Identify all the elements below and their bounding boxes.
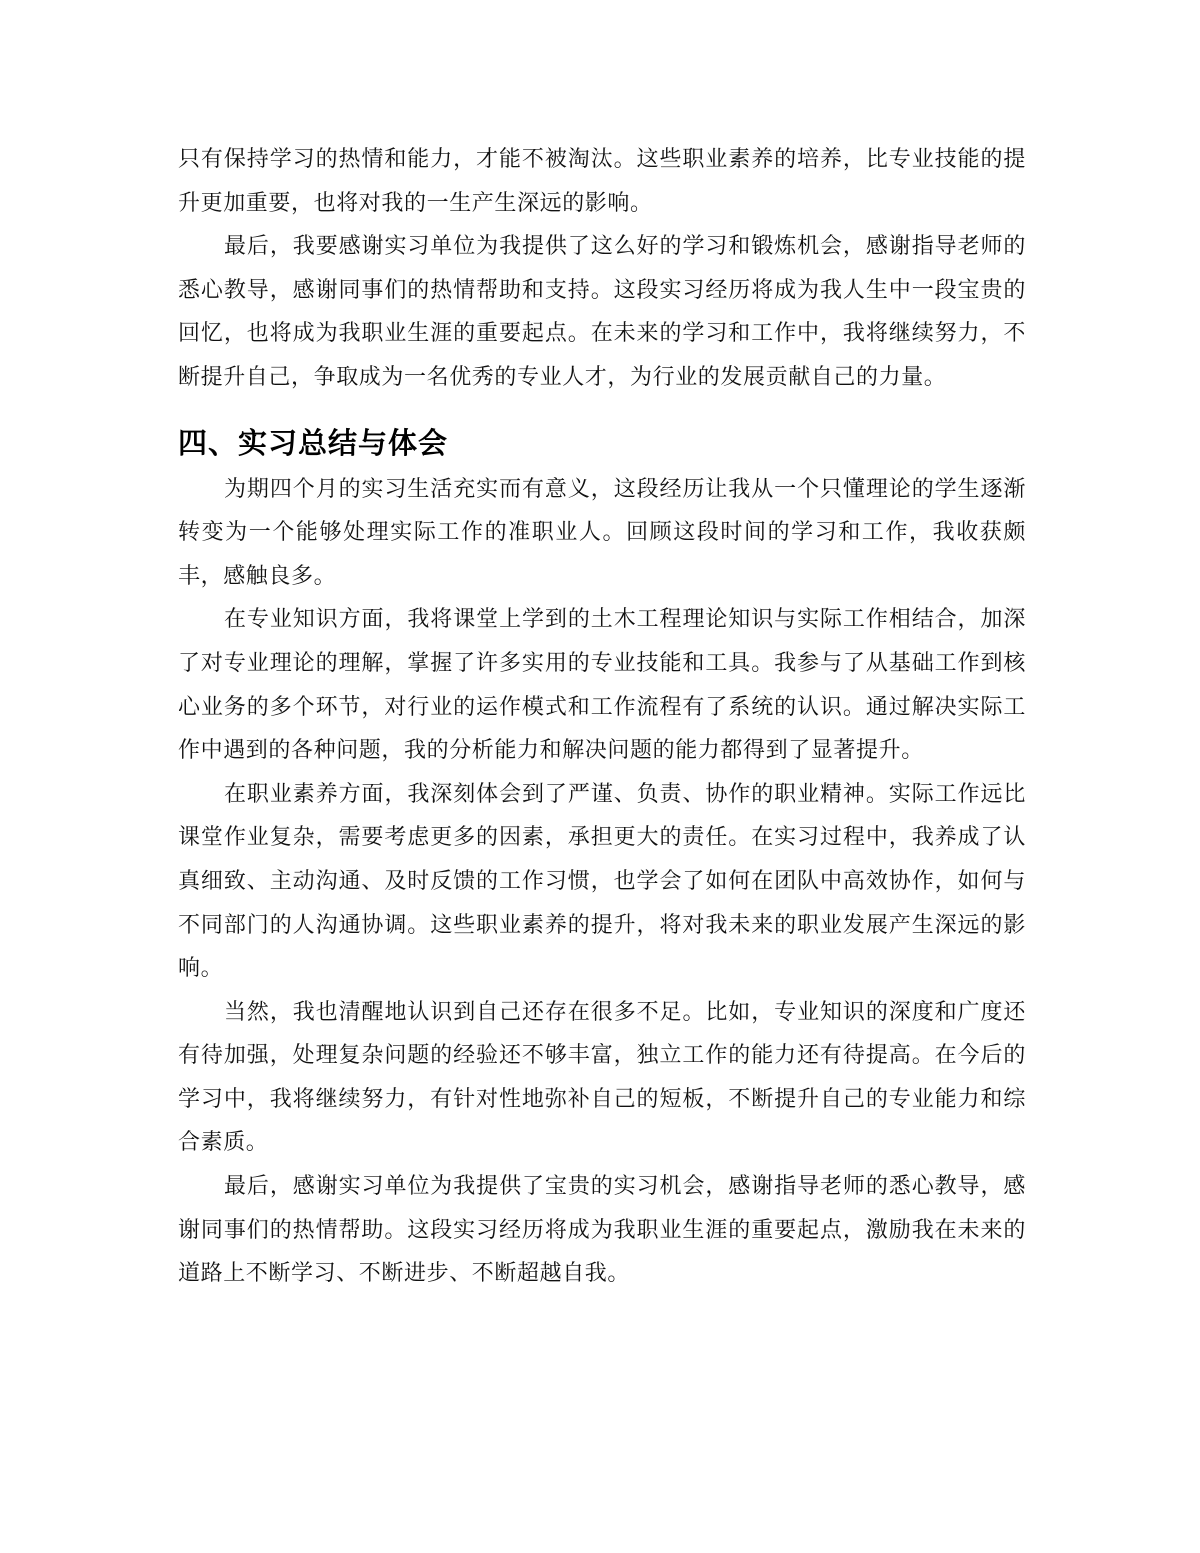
paragraph-continuation: 只有保持学习的热情和能力，才能不被淘汰。这些职业素养的培养，比专业技能的提升更加重要，也将对我的一生产生深远的影响。 — [178, 147, 1026, 216]
summary-paragraph-shortcomings: 当然，我也清醒地认识到自己还存在很多不足。比如，专业知识的深度和广度还有待加强，处理复杂问题的经验还不够丰富，独立工作的能力还有待提高。在今后的学习中，我将继续努力，有针对性地弥补自己的短板，不断提升自己的专业能力和综合素质。 — [178, 999, 1026, 1156]
section-heading: 四、实习总结与体会 — [178, 425, 449, 460]
paragraph-thanks: 最后，我要感谢实习单位为我提供了这么好的学习和锻炼机会，感谢指导老师的悉心教导，感谢同事们的热情帮助和支持。这段实习经历将成为我人生中一段宝贵的回忆，也将成为我职业生涯的重要起点。在未来的学习和工作中，我将继续努力，不断提升自己，争取成为一名优秀的专业人才，为行业的发展贡献自己的力量。 — [178, 234, 1026, 390]
document-body — [178, 138, 1026, 1296]
summary-paragraph-overview: 为期四个月的实习生活充实而有意义，这段经历让我从一个只懂理论的学生逐渐转变为一个能够处理实际工作的准职业人。回顾这段时间的学习和工作，我收获颇丰，感触良多。 — [178, 476, 1026, 589]
summary-paragraph-professionalism: 在职业素养方面，我深刻体会到了严谨、负责、协作的职业精神。实际工作远比课堂作业复杂，需要考虑更多的因素，承担更大的责任。在实习过程中，我养成了认真细致、主动沟通、及时反馈的工作习惯，也学会了如何在团队中高效协作，如何与不同部门的人沟通协调。这些职业素养的提升，将对我未来的职业发展产生深远的影响。 — [178, 781, 1026, 982]
summary-paragraph-knowledge: 在专业知识方面，我将课堂上学到的土木工程理论知识与实际工作相结合，加深了对专业理论的理解，掌握了许多实用的专业技能和工具。我参与了从基础工作到核心业务的多个环节，对行业的运作模式和工作流程有了系统的认识。通过解决实际工作中遇到的各种问题，我的分析能力和解决问题的能力都得到了显著提升。 — [178, 607, 1026, 764]
summary-paragraph-thanks: 最后，感谢实习单位为我提供了宝贵的实习机会，感谢指导老师的悉心教导，感谢同事们的热情帮助。这段实习经历将成为我职业生涯的重要起点，激励我在未来的道路上不断学习、不断进步、不断超越自我。 — [178, 1174, 1026, 1287]
